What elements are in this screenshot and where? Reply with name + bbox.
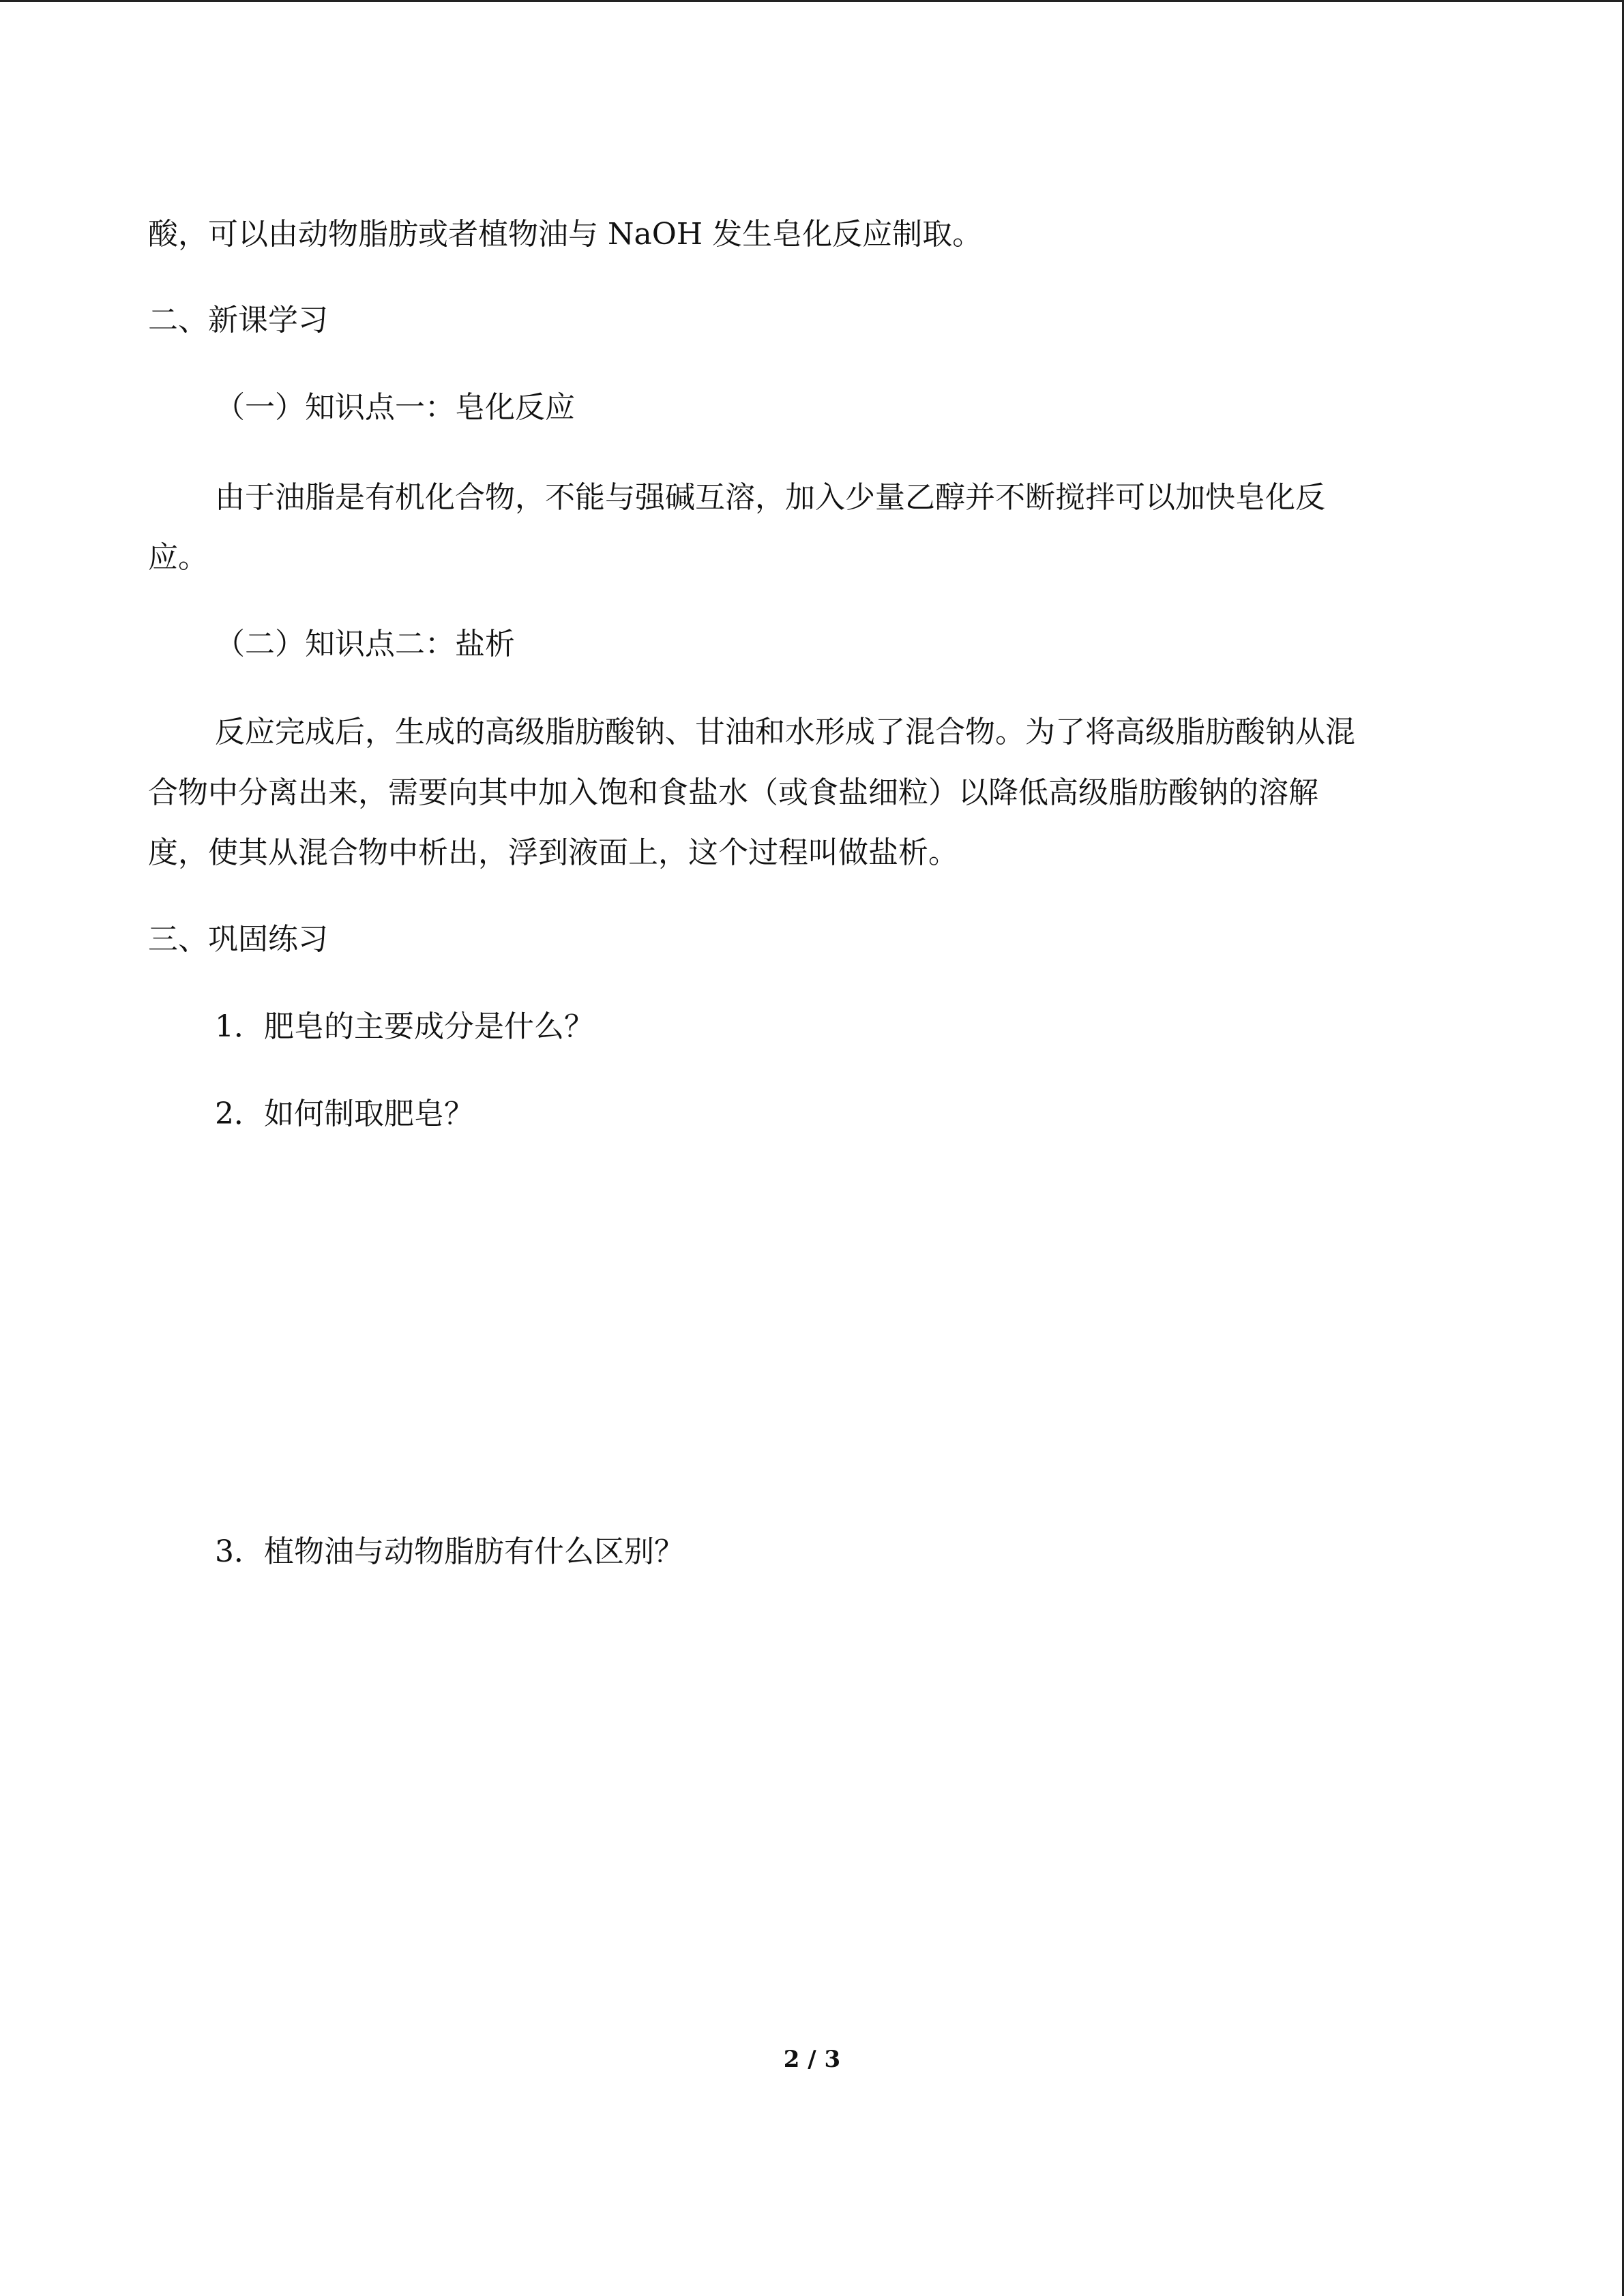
point2-heading: （二）知识点二：盐析: [215, 627, 515, 661]
point2-paragraph-line2: 合物中分离出来，需要向其中加入饱和食盐水（或食盐细粒）以降低高级脂肪酸钠的溶解: [148, 775, 1318, 810]
point2-paragraph-line1: 反应完成后，生成的高级脂肪酸钠、甘油和水形成了混合物。为了将高级脂肪酸钠从混: [215, 715, 1355, 749]
point1-paragraph-line2: 应。: [148, 540, 208, 575]
question-3: 3．植物油与动物脂肪有什么区别？: [215, 1534, 684, 1569]
point2-paragraph-line3: 度，使其从混合物中析出，浮到液面上，这个过程叫做盐析。: [148, 835, 958, 870]
page-top-border: [0, 0, 1624, 2]
point1-heading: （一）知识点一：皂化反应: [215, 390, 575, 425]
question-2: 2．如何制取肥皂？: [215, 1097, 474, 1131]
point1-paragraph-line1: 由于油脂是有机化合物，不能与强碱互溶，加入少量乙醇并不断搅拌可以加快皂化反: [215, 480, 1325, 515]
section3-heading: 三、巩固练习: [148, 922, 328, 957]
section2-heading: 二、新课学习: [148, 303, 328, 338]
page-number: 2 / 3: [783, 2046, 841, 2073]
intro-continuation: 酸，可以由动物脂肪或者植物油与 NaOH 发生皂化反应制取。: [148, 217, 983, 252]
question-1: 1．肥皂的主要成分是什么？: [215, 1009, 594, 1044]
